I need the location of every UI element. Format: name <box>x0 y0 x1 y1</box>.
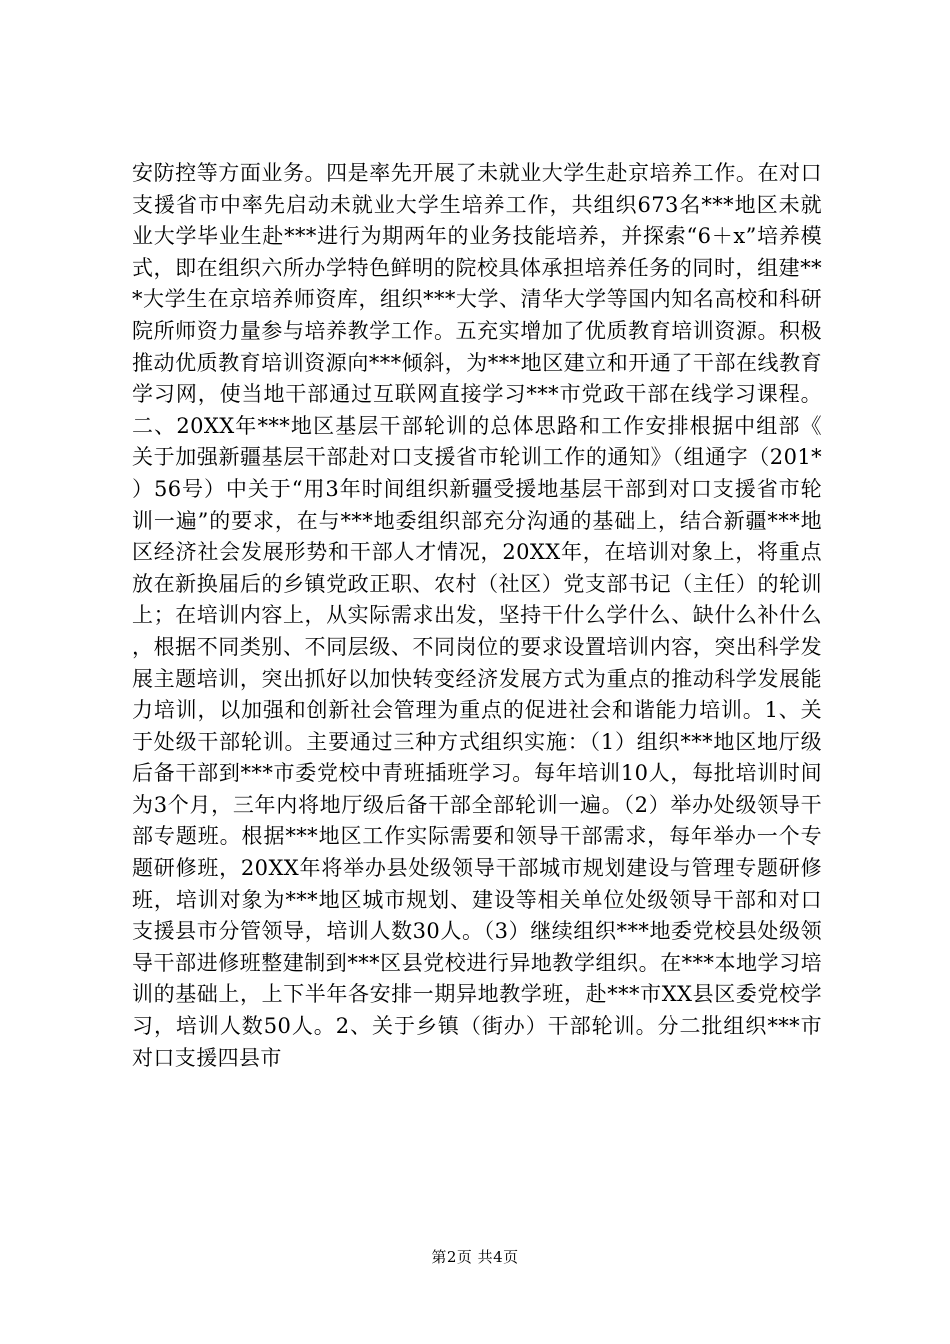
body-paragraph: 安防控等方面业务。四是率先开展了未就业大学生赴京培养工作。在对口支援省市中率先启动未就业大学生培养工作，共组织673名***地区未就业大学毕业生赴***进行为期两年的业务技能培养，并探索“6＋x”培养模式，即在组织六所办学特色鲜明的院校具体承担培养任务的同时，组建***大学生在京培养师资库，组织***大学、清华大学等国内知名高校和科研院所师资力量参与培养教学工作。五充实增加了优质教育培训资源。积极推动优质教育培训资源向***倾斜，为***地区建立和开通了干部在线教育学习网，使当地干部通过互联网直接学习***市党政干部在线学习课程。二、20XX年***地区基层干部轮训的总体思路和工作安排根据中组部《关于加强新疆基层干部赴对口支援省市轮训工作的通知》（组通字（201*）56号）中关于“用3年时间组织新疆受援地基层干部到对口支援省市轮训一遍”的要求，在与***地委组织部充分沟通的基础上，结合新疆***地区经济社会发展形势和干部人才情况，20XX年，在培训对象上，将重点放在新换届后的乡镇党政正职、农村（社区）党支部书记（主任）的轮训上；在培训内容上，从实际需求出发，坚持干什么学什么、缺什么补什么，根据不同类别、不同层级、不同岗位的要求设置培训内容，突出科学发展主题培训，突出抓好以加快转变经济发展方式为重点的推动科学发展能力培训，以加强和创新社会管理为重点的促进社会和谐能力培训。1、关于处级干部轮训。主要通过三种方式组织实施：（1）组织***地区地厅级后备干部到***市委党校中青班插班学习。每年培训10人，每批培训时间为3个月，三年内将地厅级后备干部全部轮训一遍。（2）举办处级领导干部专题班。根据***地区工作实际需要和领导干部需求，每年举办一个专题研修班，20XX年将举办县处级领导干部城市规划建设与管理专题研修班，培训对象为***地区城市规划、建设等相关单位处级领导干部和对口支援县市分管领导，培训人数30人。（3）继续组织***地委党校县处级领导干部进修班整建制到***区县党校进行异地教学组织。在***本地学习培训的基础上，上下半年各安排一期异地教学班，赴***市XX县区委党校学习，培训人数50人。2、关于乡镇（街办）干部轮训。分二批组织***市对口支援四县市 <box>132 161 822 1070</box>
page-number: 第2页 共4页 <box>431 1248 519 1266</box>
page-footer <box>0 1247 950 1267</box>
